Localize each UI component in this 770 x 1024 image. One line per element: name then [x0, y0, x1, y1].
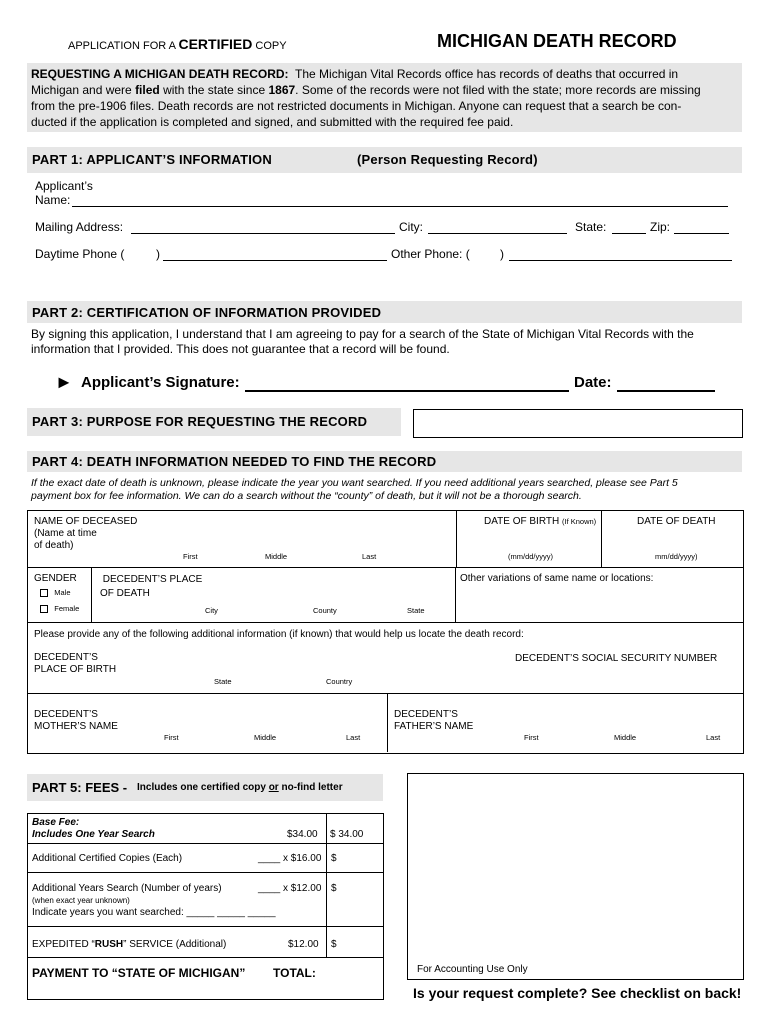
mother-first-label: First — [164, 733, 179, 742]
gender-male-option[interactable]: Male — [40, 588, 71, 597]
accounting-box — [407, 773, 744, 980]
purpose-field[interactable] — [413, 409, 743, 438]
additional-copies-rate[interactable]: ____ x $16.00 — [258, 853, 322, 864]
deceased-name-label: NAME OF DECEASED (Name at time of death) — [34, 516, 138, 551]
city-field[interactable] — [428, 233, 567, 234]
place-of-death-field[interactable] — [160, 590, 450, 604]
additional-years-label: Additional Years Search (Number of years) (when exact year unknown) Indicate years you want searched: _____ _____ _____ — [32, 883, 276, 918]
daytime-phone-label: Daytime Phone ( — [35, 247, 125, 261]
rush-service-label: EXPEDITED “RUSH” SERVICE (Additional) — [32, 939, 227, 950]
years-searched-fields[interactable]: _____ _____ _____ — [186, 907, 276, 918]
place-of-death-label: DECEDENT’S PLACE OF DEATH — [100, 574, 203, 599]
pob-country-label: Country — [326, 677, 353, 686]
mailing-address-label: Mailing Address: — [35, 220, 124, 234]
other-variations-label: Other variations of same name or locations: — [460, 573, 654, 584]
other-phone-label: Other Phone: ( — [391, 247, 470, 261]
additional-info-note: Please provide any of the following additional information (if known) that would help us locate the death record: — [34, 629, 524, 640]
checklist-reminder: Is your request complete? See checklist on back! — [413, 985, 742, 1001]
mother-name-label: DECEDENT’S MOTHER’S NAME — [34, 709, 118, 732]
base-fee-label: Base Fee: Includes One Year Search — [32, 817, 155, 840]
dob-label: DATE OF BIRTH (If Known) — [484, 516, 597, 527]
state-field[interactable] — [612, 233, 646, 234]
rush-service-total[interactable]: $ — [331, 939, 337, 950]
other-phone-field[interactable] — [509, 260, 732, 261]
pod-city-label: City — [205, 606, 218, 615]
dob-field[interactable] — [470, 535, 595, 549]
part2-header: PART 2: CERTIFICATION OF INFORMATION PROVIDED — [27, 301, 742, 323]
father-name-field[interactable] — [480, 716, 735, 730]
state-label: State: — [575, 220, 607, 234]
part4-note: If the exact date of death is unknown, please indicate the year you want searched. If you need additional years searched, please see Part 5 payment box for fee information. We can do a search without the “county” of death, but it will not be a thorough search. — [31, 477, 678, 502]
additional-copies-total[interactable]: $ — [331, 853, 337, 864]
mailing-address-field[interactable] — [131, 233, 395, 234]
base-fee-amount: $34.00 — [287, 829, 318, 840]
ssn-field[interactable] — [540, 676, 698, 694]
form-title: MICHIGAN DEATH RECORD — [437, 31, 677, 51]
applicant-name-label: Applicant’s Name: — [35, 179, 93, 207]
pob-state-label: State — [214, 677, 232, 686]
zip-field[interactable] — [674, 233, 729, 234]
intro-panel: REQUESTING A MICHIGAN DEATH RECORD: The Michigan Vital Records office has records of deaths that occurred in Michigan and were filed with the state since 1867. Some of the records were not filed with the state; more records are missing from the pre-1906 files. Death records are not restricted documents in Michigan. Anyone can request that a search be con- ducted if the application is completed and signed, and submitted with the required fee paid. — [27, 63, 742, 132]
total-label: TOTAL: — [273, 966, 316, 980]
signature-label: Applicant’s Signature: — [81, 374, 240, 391]
dob-format: (mm/dd/yyyy) — [508, 552, 553, 561]
payment-label: PAYMENT TO “STATE OF MICHIGAN” — [32, 966, 246, 980]
father-name-label: DECEDENT’S FATHER’S NAME — [394, 709, 474, 732]
total-field[interactable] — [326, 962, 378, 982]
certification-text: By signing this application, I understand that I am agreeing to pay for a search of the State of Michigan Vital Records with the information that I provided. This does not guarantee that a record will be found. — [31, 327, 694, 356]
deceased-middle-label: Middle — [265, 552, 288, 561]
daytime-phone-paren: ) — [156, 247, 160, 261]
other-variations-field[interactable] — [460, 588, 738, 618]
pod-county-label: County — [313, 606, 337, 615]
dod-field[interactable] — [610, 535, 735, 549]
part5-header: PART 5: FEES - Includes one certified copy or no-find letter — [27, 774, 383, 801]
date-label: Date: — [574, 374, 612, 391]
signature-field[interactable] — [245, 390, 569, 392]
gender-female-option[interactable]: Female — [40, 604, 79, 613]
dod-label: DATE OF DEATH — [637, 516, 716, 527]
gender-label: GENDER — [34, 573, 77, 584]
mother-last-label: Last — [346, 733, 361, 742]
applicant-name-field[interactable] — [72, 206, 728, 207]
signature-arrow-icon: ► — [55, 372, 73, 392]
father-first-label: First — [524, 733, 539, 742]
female-checkbox[interactable] — [40, 605, 48, 613]
part1-header: PART 1: APPLICANT’S INFORMATION (Person Requesting Record) — [27, 147, 742, 173]
place-of-birth-label: DECEDENT’S PLACE OF BIRTH — [34, 652, 117, 675]
part4-header: PART 4: DEATH INFORMATION NEEDED TO FIND THE RECORD — [27, 451, 742, 472]
father-middle-label: Middle — [614, 733, 637, 742]
additional-copies-label: Additional Certified Copies (Each) — [32, 853, 183, 864]
accounting-label: For Accounting Use Only — [417, 964, 528, 975]
deceased-last-label: Last — [362, 552, 377, 561]
ssn-label: DECEDENT’S SOCIAL SECURITY NUMBER — [515, 653, 718, 664]
application-subtitle: APPLICATION FOR A CERTIFIED COPY — [68, 36, 287, 52]
male-checkbox[interactable] — [40, 589, 48, 597]
date-field[interactable] — [617, 390, 715, 392]
dod-format: mm/dd/yyyy) — [655, 552, 698, 561]
part3-header: PART 3: PURPOSE FOR REQUESTING THE RECORD — [27, 408, 401, 436]
daytime-phone-field[interactable] — [163, 260, 387, 261]
mother-name-field[interactable] — [130, 716, 380, 730]
zip-label: Zip: — [650, 220, 671, 234]
father-last-label: Last — [706, 733, 721, 742]
rush-service-amount: $12.00 — [288, 939, 319, 950]
additional-years-total[interactable]: $ — [331, 883, 337, 894]
other-phone-paren: ) — [500, 247, 504, 261]
city-label: City: — [399, 220, 423, 234]
place-of-birth-field[interactable] — [120, 660, 450, 674]
additional-years-rate[interactable]: ____ x $12.00 — [258, 883, 322, 894]
mother-middle-label: Middle — [254, 733, 277, 742]
base-fee-total: $ 34.00 — [330, 829, 364, 840]
pod-state-label: State — [407, 606, 425, 615]
deceased-first-label: First — [183, 552, 198, 561]
